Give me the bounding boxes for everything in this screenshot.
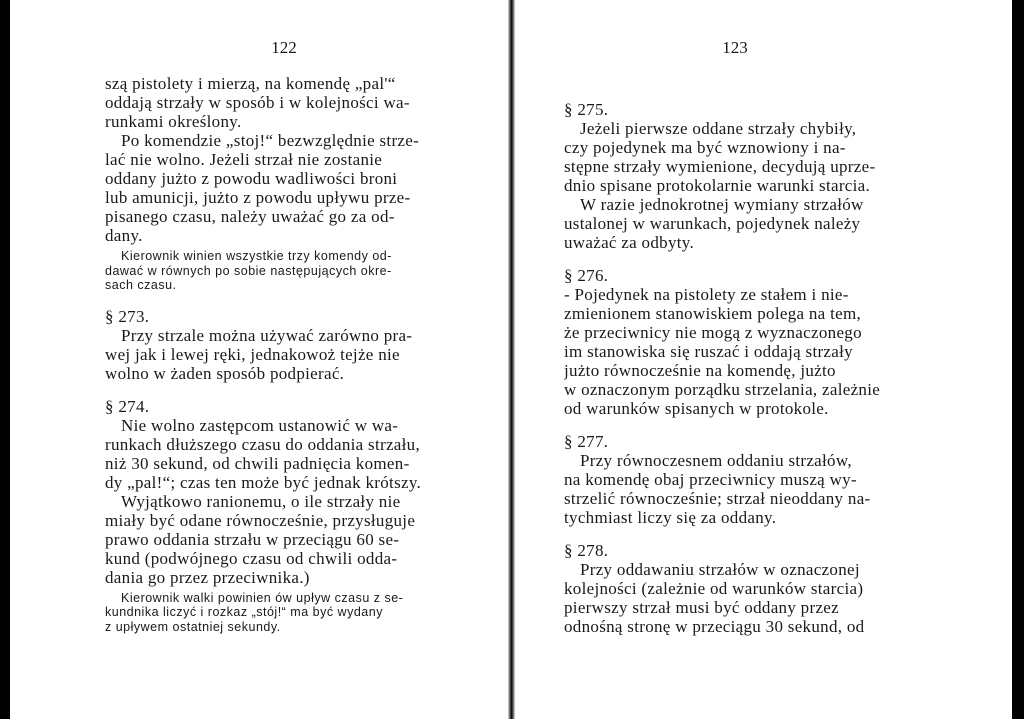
scan-edge-right [1012, 0, 1024, 719]
text-line: dania go przez przeciwnika.) [105, 567, 310, 587]
text-line: stępne strzały wymienione, decydują uprze- [564, 157, 876, 176]
text-line: Nie wolno zastępcom ustanowić w wa- [121, 415, 399, 435]
text-line: Jeżeli pierwsze oddane strzały chybiły, [580, 119, 857, 138]
text-line: dy „pal!“; czas ten może być jednak krótszy. [105, 472, 422, 492]
text-line: Przy strzale można używać zarówno pra- [121, 325, 413, 345]
text-line: kolejności (zależnie od warunków starcia) [564, 579, 864, 598]
text-line: w oznaczonym porządku strzelania, zależnie [564, 380, 881, 399]
text-line: od warunków spisanych w protokole. [564, 399, 829, 418]
text-line: odnośną stronę w przeciągu 30 sekund, od [564, 617, 865, 636]
right-para-277 [564, 451, 920, 527]
text-line: tychmiast liczy się za oddany. [564, 508, 777, 527]
text-line: na komendę obaj przeciwnicy muszą wy- [564, 470, 857, 489]
note-line: sach czasu. [105, 278, 177, 292]
text-line: lać nie wolno. Jeżeli strzał nie zostanie [105, 150, 383, 169]
text-line: im stanowiska się ruszać i oddają strzały [564, 342, 853, 361]
text-line: runkami określony. [105, 112, 242, 131]
note-line: kundnika liczyć i rozkaz „stój!“ ma być wydany [105, 605, 383, 619]
footnote-2 [105, 591, 453, 635]
text-line: Przy równoczesnem oddaniu strzałów, [580, 451, 852, 470]
page-number-right: 123 [722, 38, 748, 57]
text-line: czy pojedynek ma być wznowiony i na- [564, 138, 846, 157]
text-line: niż 30 sekund, od chwili padnięcia komen- [105, 453, 410, 473]
footnote-1 [105, 249, 453, 293]
text-line: pisanego czasu, należy uważać go za od- [105, 207, 395, 226]
text-line: kund (podwójnego czasu od chwili odda- [105, 548, 398, 568]
text-line: Przy oddawaniu strzałów w oznaczonej [580, 560, 860, 579]
text-line: lub amunicji, jużto z powodu upływu prze- [105, 188, 411, 207]
section-heading-275: § 275. [564, 100, 609, 119]
text-line: jużto równocześnie na komendę, jużto [564, 361, 836, 380]
text-line: szą pistolety i mierzą, na komendę „pal'“ [105, 74, 396, 93]
text-line: - Pojedynek na pistolety ze stałem i nie- [564, 285, 849, 304]
right-para-276 [564, 285, 920, 418]
section-heading-278: § 278. [564, 541, 609, 560]
text-line: prawo oddania strzału w przeciągu 60 se- [105, 529, 400, 549]
left-para-2 [105, 131, 453, 245]
text-line: pierwszy strzał musi być oddany przez [564, 598, 839, 617]
left-page [105, 74, 453, 634]
section-heading-277: § 277. [564, 432, 609, 451]
text-line: oddany jużto z powodu wadliwości broni [105, 169, 398, 188]
page-number-left: 122 [271, 38, 297, 57]
text-line: dnio spisane protokolarnie warunki starcia. [564, 176, 871, 195]
text-line: runkach dłuższego czasu do oddania strzału, [105, 434, 421, 454]
text-line: uważać za odbyty. [564, 233, 695, 252]
text-line: W razie jednokrotnej wymiany strzałów [580, 195, 864, 214]
note-line: z upływem ostatniej sekundy. [105, 619, 281, 634]
text-line: dany. [105, 226, 143, 245]
scan-edge-left [0, 0, 10, 719]
text-line: ustalonej w warunkach, pojedynek należy [564, 214, 861, 233]
section-heading-274: § 274. [105, 396, 150, 416]
note-line: dawać w równych po sobie następujących okre- [105, 263, 392, 278]
text-line: oddają strzały w sposób i w kolejności wa- [105, 93, 410, 112]
text-line: wej jak i lewej ręki, jednakowoż tejże nie [105, 344, 400, 364]
right-page [564, 100, 920, 636]
right-para-278 [564, 560, 920, 636]
note-line: Kierownik winien wszystkie trzy komendy od- [121, 249, 392, 263]
text-line: wolno w żaden sposób podpierać. [105, 363, 345, 383]
book-gutter [508, 0, 515, 719]
text-line: Wyjątkowo ranionemu, o ile strzały nie [121, 491, 401, 511]
text-line: że przeciwnicy nie mogą z wyznaczonego [564, 323, 862, 342]
left-para-274 [105, 416, 453, 587]
text-line: miały być odane równocześnie, przysługuje [105, 510, 416, 530]
right-para-275 [564, 119, 920, 252]
note-line: Kierownik walki powinien ów upływ czasu z se- [121, 590, 404, 605]
text-line: Po komendzie „stoj!“ bezwzględnie strze- [121, 131, 420, 150]
left-para-1 [105, 74, 453, 131]
section-heading-276: § 276. [564, 266, 609, 285]
section-heading-273: § 273. [105, 306, 150, 326]
left-para-273 [105, 326, 453, 383]
text-line: strzelić równocześnie; strzał nieoddany na- [564, 489, 871, 508]
text-line: zmienionem stanowiskiem polega na tem, [564, 304, 862, 323]
